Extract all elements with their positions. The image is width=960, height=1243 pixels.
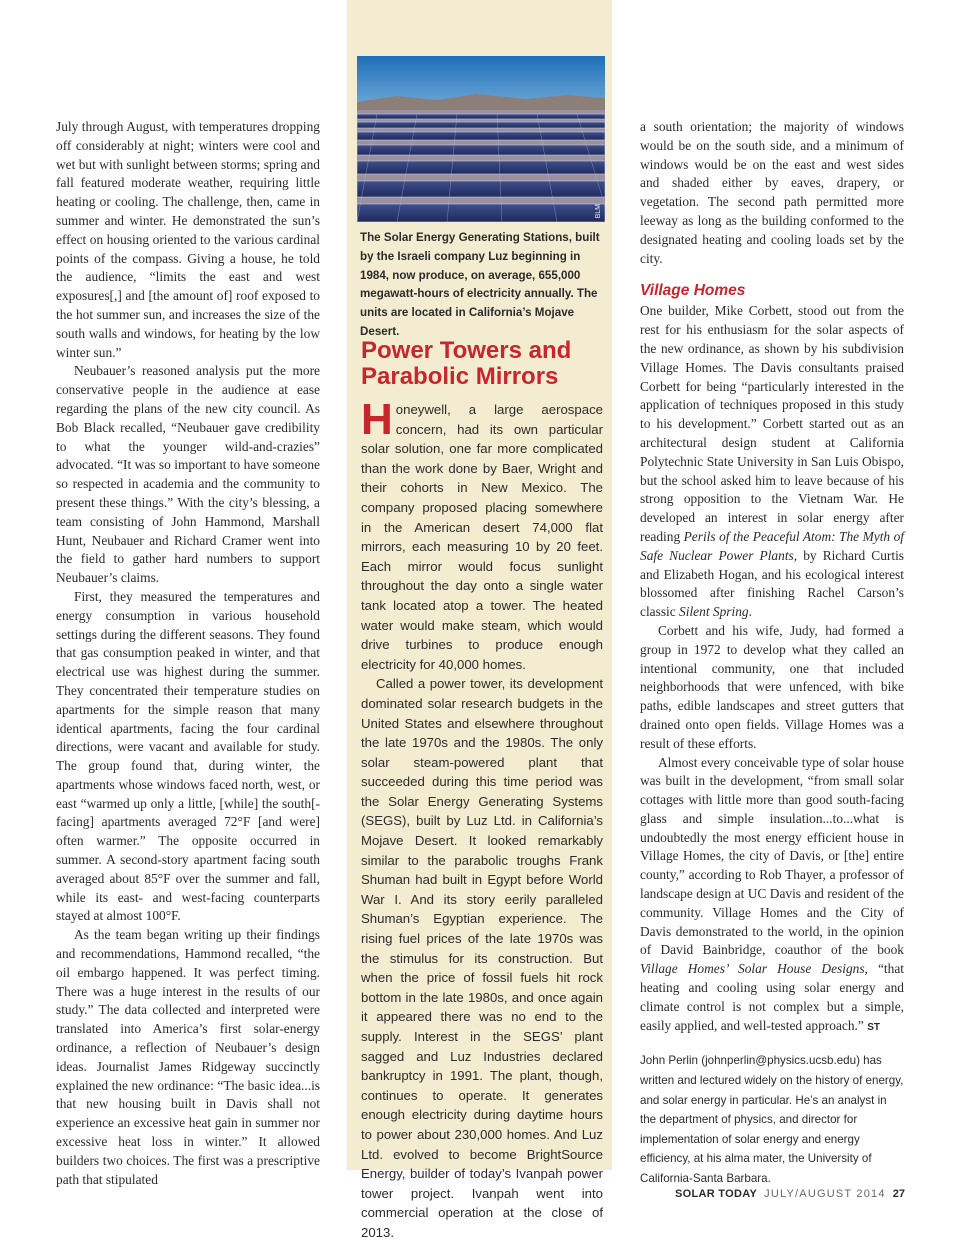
sidebar-panel <box>347 0 612 1240</box>
left-paragraph-1: July through August, with temperatures dropping off considerably at night; winters were cool and wet but with sunlight between storms; spring and fall featured moderate weather, requiring little heating or cooling. The challenge, then, came in summer and winter. He demonstrated the sun’s effect on housing oriented to the various cardinal points of the compass. Giving a house, he told the audience, “limits the east and west exposures[,] and [the amount of] roof exposed to the hot summer sun, and increases the size of the south walls and windows, for heating by the low winter sun.” <box>56 119 320 360</box>
right-p3-text-a: Almost every conceivable type of solar house was built in the development, “from small solar cottages with little more than good south-facing glass and simple insulation...to...what is undoubtedly the most energy efficient house in Village Homes, the city of Davis, or [the] entire county,” according to Rob Thayer, a professor of landscape design at UC Davis and resident of the community. Village Homes and the City of Davis demonstrated to the world, in the opinion of David Bainbridge, coauthor of the book <box>640 754 904 958</box>
page-footer <box>675 1188 905 1200</box>
solar-field-photo <box>357 56 605 222</box>
left-article-column <box>56 118 320 1189</box>
sidebar-heading: Power Towers and Parabolic Mirrors <box>361 337 572 390</box>
end-mark: ST <box>867 1021 880 1033</box>
left-paragraph-4: As the team began writing up their findings and recommendations, Hammond recalled, “the oil embargo happened. It was perfect timing. There was a huge interest in the results of our study.” The data collected and interpreted were translated into America’s first solar-energy ordinance, a reflection of Neubauer’s design ideas. Journalist James Ridgeway succinctly explained the new ordinance: “The basic idea...is that new housing built in Davis shall not experience an excessive heat gain in summer nor excessive heat loss in winter.” It allowed builders two choices. The first was a prescriptive path that stipulated <box>56 927 320 1187</box>
sidebar-paragraph-2: Called a power tower, its development dominated solar research budgets in the United States and elsewhere throughout the late 1970s and the 1980s. The only solar steam-powered plant that succeeded during this time period was the Solar Energy Generating Systems (SEGS), built by Luz Ltd. in California’s Mojave Desert. It looked remarkably similar to the parabolic troughs Frank Shuman had built in Egypt before World War I. And its story eerily paralleled Shuman’s Egyptian experience. The rising fuel prices of the late 1970s was the stimulus for its construction. But when the price of fossil fuels hit rock bottom in the late 1980s, and once again it appeared there was no end to the supply. Interest in the SEGS’ plant sagged and Luz Industries declared bankruptcy in 1991. The plant, though, continues to operate. It generates enough electricity during daytime hours to power about 230,000 homes. And Luz Ltd. evolved to become BrightSource Energy, builder of today’s Ivanpah power tower project. Ivanpah went into commercial operation at the close of 2013. <box>361 676 603 1240</box>
book-title-village-homes: Village Homes’ Solar House Designs <box>640 961 865 977</box>
author-bio: John Perlin (johnperlin@physics.ucsb.edu) has written and lectured widely on the history of energy, and solar energy in particular. He’s an analyst in the department of physics, and director for implementation of solar energy and energy efficiency, at his alma mater, the University of California-Santa Barbara. <box>640 1054 904 1186</box>
sidebar-paragraph-1-text: oneywell, a large aerospace concern, had its own particular solar solution, one far more complicated than the work done by Baer, Wright and their cohorts in New Mexico. The company proposed placing somewhere in the American desert 74,000 flat mirrors, each measuring 10 by 20 feet. Each mirror would focus sunlight throughout the day onto a single water tank located atop a tower. The heated water would make steam, which would drive turbines to produce enough electricity for 40,000 homes. <box>361 402 603 672</box>
drop-cap: H <box>361 395 393 444</box>
sidebar-paragraph-1 <box>361 395 603 674</box>
right-p1-text-c: . <box>748 604 752 620</box>
right-intro-paragraph: a south orientation; the majority of windows would be on the south side, and a minimum of windows would be on the east and west sides and shaded either by eaves, drapery, or vegetation. The second path permitted more leeway as long as the building conformed to the designated heating and cooling loads set by the city. <box>640 119 904 266</box>
left-paragraph-2: Neubauer’s reasoned analysis put the more conservative people in the audience at ease regarding the plans of the new city council. As Bob Black recalled, “Neubauer gave credibility to what the younger wild-and-crazies” advocated. “It was so important to have someone so respected in academia and the community to present these things.” With the city’s blessing, a team consisting of John Hammond, Marshall Hunt, Neubauer and Richard Cramer went into the field to gather hard numbers to support Neubauer’s claims. <box>56 363 320 586</box>
right-paragraph-1 <box>640 302 904 622</box>
solar-field-illustration <box>357 56 605 222</box>
sidebar-body <box>361 395 603 1243</box>
left-paragraph-3: First, they measured the temperatures and energy consumption in various household settings during the different seasons. They found that gas consumption peaked in winter, and that electrical use was highest during the summer. They concentrated their temperature studies on apartments for the simple reason that many identical apartments, facing the four cardinal directions, were vacant and available for study. The group found that, during winter, the apartments whose windows faced north, west, or east “warmed up only a little, [while] the south[-facing] apartments averaged 72°F [and were] often warmer.” The opposite occurred in summer. A second-story apartment facing south averaged about 85°F over the summer and fall, while its east- and west-facing counterparts stayed at almost 100°F. <box>56 588 320 924</box>
right-p1-text-a: One builder, Mike Corbett, stood out from the rest for his enthusiasm for the solar aspects of the new ordinance, as shown by his subdivision Village Homes. The Davis consultants praised Corbett for being “particularly interested in the application of techniques proposed in this study to his development.” Corbett started out as an architectural design student at California Polytechnic State University in San Luis Obispo, but the school asked him to leave because of his strong opposition to the Vietnam War. He developed an interest in solar energy after reading <box>640 303 904 544</box>
photo-credit: BLM <box>595 203 602 218</box>
village-homes-subhead: Village Homes <box>640 282 746 300</box>
right-article-column <box>640 118 904 1189</box>
right-paragraph-3 <box>640 754 904 1038</box>
page-number: 27 <box>892 1188 905 1200</box>
photo-caption: The Solar Energy Generating Stations, built by the Israeli company Luz beginning in 1984, now produce, on average, 655,000 megawatt-hours of electricity annually. The units are located in California’s Mojave Desert. <box>360 231 600 338</box>
magazine-name: SOLAR TODAY <box>674 1188 758 1200</box>
book-title-silent-spring: Silent Spring <box>679 604 749 620</box>
issue-date: JULY/AUGUST 2014 <box>764 1188 886 1200</box>
right-paragraph-2: Corbett and his wife, Judy, had formed a group in 1972 to develop what they called an intentional community, one that included neighborhoods that were unfenced, with bike paths, edible landscapes and street gutters that drained onto open fields. Village Homes was a result of these efforts. <box>640 622 904 751</box>
right-p3-text-b: , “that heating and cooling using solar energy and climate control is not complex but a simple, easily applied, and well-tested approach.” <box>640 961 904 1033</box>
right-p1-text-b: by Richard Curtis and Elizabeth Hogan, and his ecological interest blossomed after finishing Rachel Carson’s classic <box>640 547 904 620</box>
book-title-perils: Perils of the Peaceful Atom: The Myth of Safe Nuclear Power Plants, <box>640 528 904 563</box>
